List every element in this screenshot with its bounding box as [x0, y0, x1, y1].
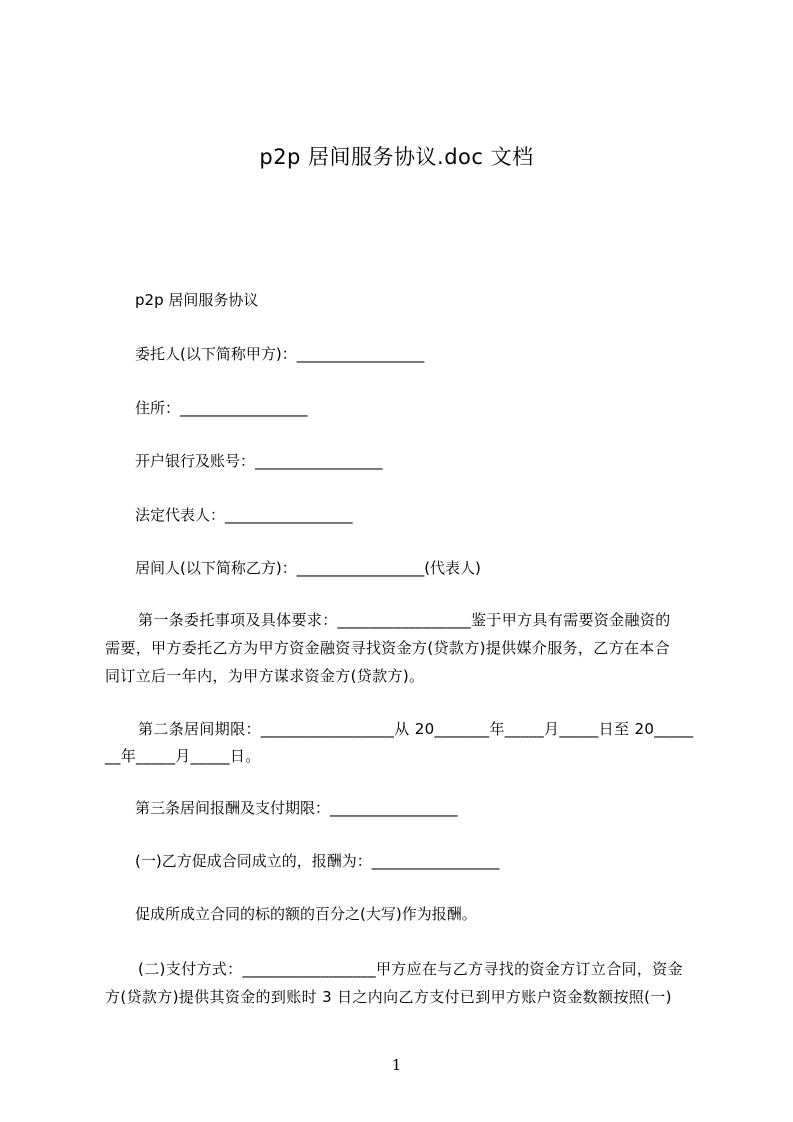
article-2-line-1: 第二条居间期限：_________________从 20_______年_____月_____日至 20_____	[138, 720, 694, 738]
legal-representative-line: 法定代表人：_________________	[135, 506, 353, 524]
document-title: p2p 居间服务协议.doc 文档	[259, 145, 534, 169]
article-3-item-1-note: 促成所成立合同的标的额的百分之(大写)作为报酬。	[135, 905, 477, 923]
address-line: 住所：_________________	[135, 399, 308, 417]
article-3-item-2-line-1: (二)支付方式：_________________甲方应在与乙方寻找的资金方订立合同，资金	[138, 960, 683, 978]
agreement-name: p2p 居间服务协议	[135, 291, 259, 309]
page-number: 1	[391, 1056, 402, 1074]
principal-party-line: 委托人(以下简称甲方)：_________________	[135, 345, 425, 363]
article-2-line-2: __年_____月_____日。	[105, 747, 261, 765]
article-3-heading: 第三条居间报酬及支付期限：_________________	[135, 799, 458, 817]
article-1-line-2: 需要，甲方委托乙方为甲方资金融资寻找资金方(贷款方)提供媒介服务，乙方在本合	[105, 639, 671, 657]
bank-account-line: 开户银行及账号：_________________	[135, 452, 383, 470]
article-3-item-1: (一)乙方促成合同成立的，报酬为：_________________	[135, 852, 500, 870]
article-3-item-2-line-2: 方(贷款方)提供其资金的到账时 3 日之内向乙方支付已到甲方账户资金数额按照(一)	[105, 988, 672, 1006]
article-1-line-3: 同订立后一年内，为甲方谋求资金方(贷款方)。	[105, 667, 425, 685]
intermediary-party-line: 居间人(以下简称乙方)：_________________(代表人)	[135, 559, 481, 577]
article-1-line-1: 第一条委托事项及具体要求：_________________鉴于甲方具有需要资金融资的	[138, 611, 671, 629]
